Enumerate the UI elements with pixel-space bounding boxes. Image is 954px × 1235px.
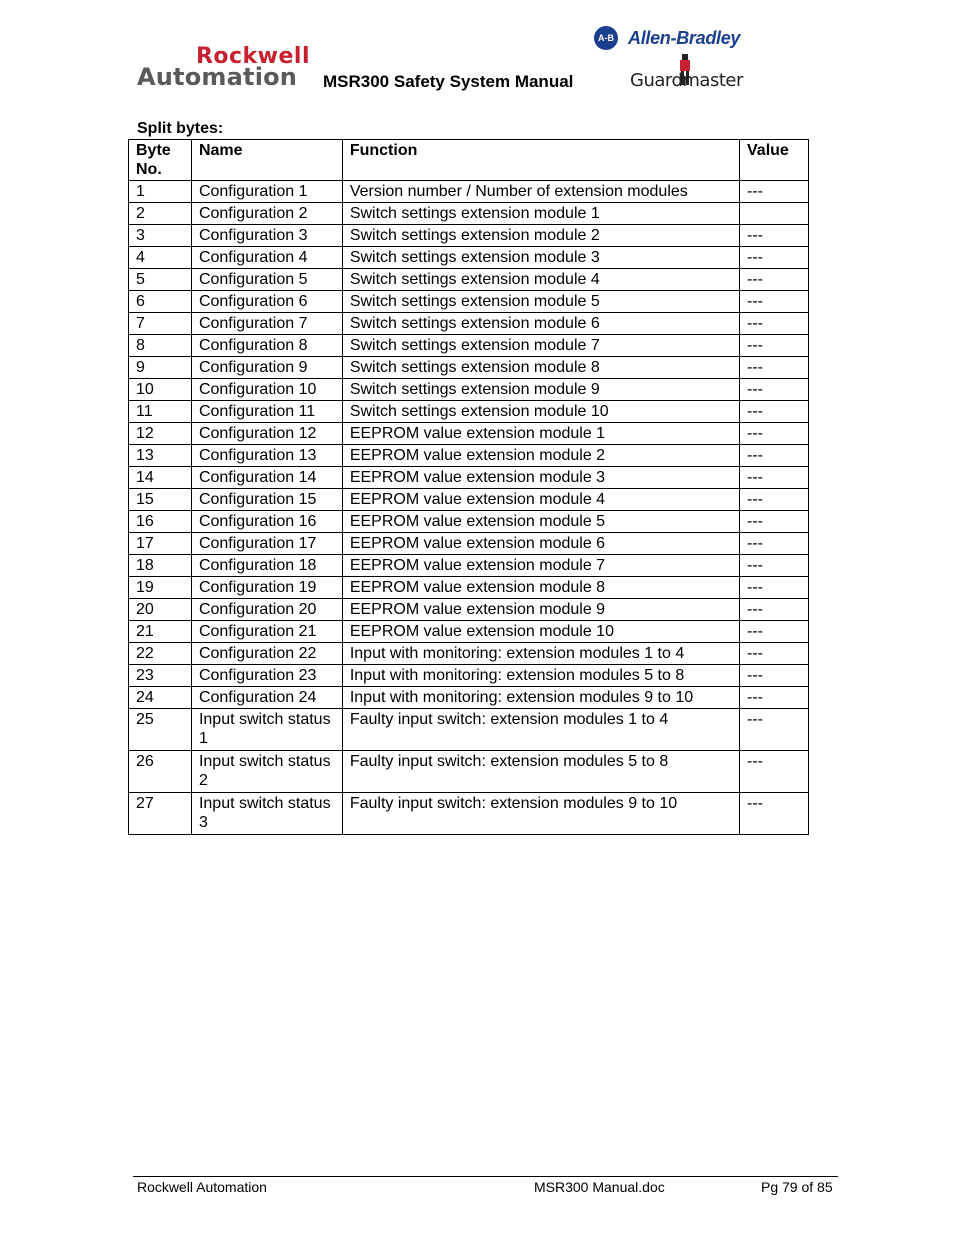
cell-name: Configuration 11 [191,401,342,423]
cell-value: --- [740,423,809,445]
cell-function: Switch settings extension module 7 [342,335,739,357]
cell-function: Version number / Number of extension modules [342,181,739,203]
cell-name: Configuration 1 [191,181,342,203]
cell-function: Switch settings extension module 4 [342,269,739,291]
cell-value: --- [740,577,809,599]
cell-byte-no: 2 [129,203,192,225]
cell-function: EEPROM value extension module 10 [342,621,739,643]
cell-byte-no: 17 [129,533,192,555]
ab-badge-icon: A-B [594,26,618,50]
cell-value: --- [740,555,809,577]
cell-name: Configuration 15 [191,489,342,511]
table-row [129,687,809,709]
table-row [129,203,809,225]
cell-byte-no: 4 [129,247,192,269]
table-row [129,489,809,511]
table-row [129,225,809,247]
cell-function: Faulty input switch: extension modules 5 to 8 [342,751,739,793]
table-row [129,247,809,269]
cell-function: Switch settings extension module 6 [342,313,739,335]
cell-byte-no: 13 [129,445,192,467]
cell-byte-no: 11 [129,401,192,423]
cell-value: --- [740,751,809,793]
cell-byte-no: 8 [129,335,192,357]
cell-byte-no: 20 [129,599,192,621]
rockwell-automation-logo [137,46,312,89]
cell-name: Configuration 3 [191,225,342,247]
cell-value: --- [740,533,809,555]
header-value: Value [740,140,809,181]
cell-value: --- [740,225,809,247]
cell-name: Configuration 10 [191,379,342,401]
cell-byte-no: 25 [129,709,192,751]
cell-value: --- [740,269,809,291]
cell-name: Input switch status 3 [191,793,342,835]
table-row [129,291,809,313]
cell-value: --- [740,445,809,467]
logo-rockwell-text: Rockwell [195,44,310,69]
table-row [129,379,809,401]
cell-name: Configuration 6 [191,291,342,313]
cell-byte-no: 15 [129,489,192,511]
footer-filename: MSR300 Manual.doc [534,1179,665,1195]
cell-function: EEPROM value extension module 3 [342,467,739,489]
cell-function: EEPROM value extension module 9 [342,599,739,621]
cell-byte-no: 1 [129,181,192,203]
section-label: Split bytes: [137,120,224,137]
cell-name: Configuration 14 [191,467,342,489]
header-function: Function [342,140,739,181]
cell-function: Switch settings extension module 2 [342,225,739,247]
cell-byte-no: 26 [129,751,192,793]
cell-value: --- [740,357,809,379]
ab-logo-text: Allen-Bradley [628,27,741,48]
cell-byte-no: 16 [129,511,192,533]
cell-value: --- [740,621,809,643]
table-row [129,751,809,793]
allen-bradley-logo [594,26,740,50]
cell-function: EEPROM value extension module 6 [342,533,739,555]
table-row [129,401,809,423]
cell-name: Configuration 18 [191,555,342,577]
cell-value: --- [740,313,809,335]
cell-function: EEPROM value extension module 8 [342,577,739,599]
table-row [129,269,809,291]
guardmaster-logo [630,54,745,94]
cell-value [740,203,809,225]
cell-name: Configuration 16 [191,511,342,533]
cell-name: Configuration 8 [191,335,342,357]
table-row [129,621,809,643]
header-name: Name [191,140,342,181]
cell-function: EEPROM value extension module 7 [342,555,739,577]
cell-name: Configuration 5 [191,269,342,291]
table-row [129,643,809,665]
logo-automation-text: Automation [137,63,298,91]
cell-function: Switch settings extension module 10 [342,401,739,423]
table-row [129,445,809,467]
table-row [129,577,809,599]
cell-byte-no: 14 [129,467,192,489]
cell-function: EEPROM value extension module 4 [342,489,739,511]
table-row [129,423,809,445]
cell-byte-no: 18 [129,555,192,577]
cell-function: Faulty input switch: extension modules 9 to 10 [342,793,739,835]
cell-value: --- [740,247,809,269]
cell-function: Switch settings extension module 1 [342,203,739,225]
table-header-row [129,140,809,181]
cell-value: --- [740,665,809,687]
cell-name: Configuration 22 [191,643,342,665]
cell-name: Configuration 4 [191,247,342,269]
cell-value: --- [740,489,809,511]
cell-byte-no: 10 [129,379,192,401]
cell-byte-no: 3 [129,225,192,247]
cell-byte-no: 12 [129,423,192,445]
footer-company: Rockwell Automation [137,1179,267,1195]
table-row [129,533,809,555]
cell-value: --- [740,709,809,751]
cell-name: Input switch status 2 [191,751,342,793]
cell-name: Configuration 9 [191,357,342,379]
table-row [129,709,809,751]
cell-function: Switch settings extension module 3 [342,247,739,269]
table-row [129,313,809,335]
cell-function: Switch settings extension module 5 [342,291,739,313]
cell-function: EEPROM value extension module 1 [342,423,739,445]
table-row [129,555,809,577]
cell-name: Configuration 7 [191,313,342,335]
table-row [129,665,809,687]
table-row [129,467,809,489]
cell-value: --- [740,793,809,835]
header-byte-no: Byte No. [129,140,192,181]
cell-name: Configuration 2 [191,203,342,225]
cell-value: --- [740,643,809,665]
cell-name: Configuration 12 [191,423,342,445]
cell-byte-no: 24 [129,687,192,709]
table-row [129,357,809,379]
cell-name: Input switch status 1 [191,709,342,751]
cell-byte-no: 22 [129,643,192,665]
cell-function: Switch settings extension module 9 [342,379,739,401]
cell-byte-no: 9 [129,357,192,379]
cell-value: --- [740,335,809,357]
cell-name: Configuration 21 [191,621,342,643]
cell-name: Configuration 24 [191,687,342,709]
cell-value: --- [740,467,809,489]
cell-byte-no: 19 [129,577,192,599]
cell-value: --- [740,291,809,313]
cell-function: EEPROM value extension module 5 [342,511,739,533]
cell-byte-no: 27 [129,793,192,835]
table-row [129,793,809,835]
cell-function: Input with monitoring: extension modules 5 to 8 [342,665,739,687]
cell-name: Configuration 23 [191,665,342,687]
cell-byte-no: 6 [129,291,192,313]
cell-function: Faulty input switch: extension modules 1 to 4 [342,709,739,751]
footer-page-number: Pg 79 of 85 [761,1179,833,1195]
cell-function: Switch settings extension module 8 [342,357,739,379]
cell-name: Configuration 17 [191,533,342,555]
cell-value: --- [740,687,809,709]
cell-value: --- [740,379,809,401]
cell-byte-no: 7 [129,313,192,335]
cell-function: EEPROM value extension module 2 [342,445,739,467]
cell-byte-no: 5 [129,269,192,291]
cell-byte-no: 21 [129,621,192,643]
table-row [129,511,809,533]
cell-byte-no: 23 [129,665,192,687]
footer-divider [133,1176,838,1177]
split-bytes-table [128,139,809,835]
table-row [129,181,809,203]
cell-name: Configuration 20 [191,599,342,621]
cell-name: Configuration 19 [191,577,342,599]
table-row [129,335,809,357]
cell-value: --- [740,511,809,533]
cell-value: --- [740,181,809,203]
table-row [129,599,809,621]
cell-function: Input with monitoring: extension modules 1 to 4 [342,643,739,665]
cell-name: Configuration 13 [191,445,342,467]
cell-value: --- [740,599,809,621]
cell-function: Input with monitoring: extension modules 9 to 10 [342,687,739,709]
guardmaster-text: Guardmaster [630,70,743,91]
document-title: MSR300 Safety System Manual [323,72,574,91]
cell-value: --- [740,401,809,423]
